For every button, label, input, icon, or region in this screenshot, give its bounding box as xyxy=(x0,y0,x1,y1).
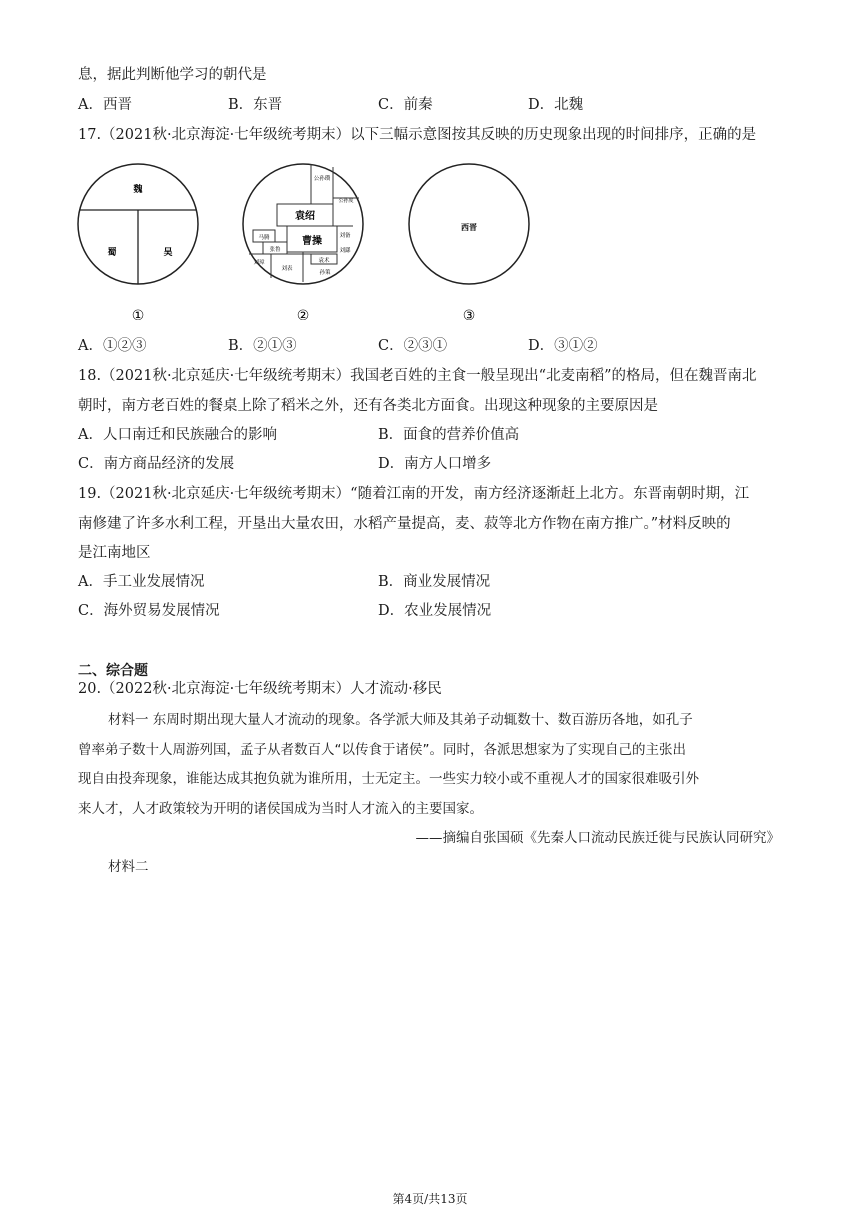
label-wu: 吴 xyxy=(163,248,173,258)
diagram-caption-1: ① xyxy=(131,308,145,320)
q17-option-b[interactable]: B．②①③ xyxy=(228,338,297,354)
q19-option-b[interactable]: B．商业发展情况 xyxy=(378,574,491,590)
q19-option-a[interactable]: A．手工业发展情况 xyxy=(78,574,205,590)
diagram-three-kingdoms xyxy=(76,160,200,320)
material1-line3: 现自由投奔现象，谁能达成其抱负就为谁所用，士无定主。一些实力较小或不重视人才的国家很难吸引外 xyxy=(78,771,699,787)
q18-option-d[interactable]: D．南方人口增多 xyxy=(378,456,492,472)
material2-label: 材料二 xyxy=(108,859,149,875)
diagram-warlords xyxy=(241,160,365,320)
q19-stem-line1: 19.（2021秋·北京延庆·七年级统考期末）“随着江南的开发，南方经济逐渐赶上北方。东晋南朝时期，江 xyxy=(78,486,750,502)
label-xijin: 西晋 xyxy=(461,223,477,232)
material1-line1: 材料一 东周时期出现大量人才流动的现象。各学派大师及其弟子动辄数十、数百游历各地，如孔子 xyxy=(108,712,693,728)
q17-option-d[interactable]: D．③①② xyxy=(528,338,598,354)
label-liubei: 刘备 xyxy=(339,233,351,239)
q19-stem-line2: 南修建了许多水利工程，开垦出大量农田，水稻产量提高，麦、菽等北方作物在南方推广。”材料反映的 xyxy=(78,516,731,532)
q16-stem-tail: 息，据此判断他学习的朝代是 xyxy=(78,67,267,83)
material1-source: ——摘编自张国硕《先秦人口流动民族迁徙与民族认同研究》 xyxy=(415,830,780,846)
q17-option-c[interactable]: C．②③① xyxy=(378,338,448,354)
diagram-western-jin xyxy=(407,160,531,320)
q18-option-b[interactable]: B．面食的营养价值高 xyxy=(378,427,520,443)
q18-stem-line1: 18.（2021秋·北京延庆·七年级统考期末）我国老百姓的主食一般呈现出“北麦南稻”的格局，但在魏晋南北 xyxy=(78,368,757,384)
material1-line2: 曾率弟子数十人周游列国，孟子从者数百人“以传食于诸侯”。同时，各派思想家为了实现自己的主张出 xyxy=(78,742,686,758)
section-heading: 二、综合题 xyxy=(78,663,148,679)
q19-stem-line3: 是江南地区 xyxy=(78,545,151,561)
label-liubiao: 刘表 xyxy=(281,266,293,272)
q17-stem: 17.（2021秋·北京海淀·七年级统考期末）以下三幅示意图按其反映的历史现象出现的时间排序，正确的是 xyxy=(78,127,757,143)
label-gongsundu: 公孙度 xyxy=(338,198,354,204)
label-gongsunzan: 公孙瓒 xyxy=(313,176,331,182)
q17-option-a[interactable]: A．①②③ xyxy=(78,338,147,354)
q18-option-c[interactable]: C．南方商品经济的发展 xyxy=(78,456,235,472)
page-number: 第4页/共13页 xyxy=(392,1192,468,1206)
label-sunce: 孙策 xyxy=(319,270,331,276)
label-shu: 蜀 xyxy=(107,248,117,258)
material1-line4: 来人才，人才政策较为开明的诸侯国成为当时人才流入的主要国家。 xyxy=(78,801,483,817)
q18-stem-line2: 朝时，南方老百姓的餐桌上除了稻米之外，还有各类北方面食。出现这种现象的主要原因是 xyxy=(78,398,658,414)
label-liuyao: 刘繇 xyxy=(339,248,351,254)
q16-option-a[interactable]: A．西晋 xyxy=(78,97,132,113)
label-mateng: 马腾 xyxy=(258,235,270,241)
q16-option-c[interactable]: C．前秦 xyxy=(378,97,433,113)
q18-option-a[interactable]: A．人口南迁和民族融合的影响 xyxy=(78,427,277,443)
q19-option-d[interactable]: D．农业发展情况 xyxy=(378,603,492,619)
q16-option-b[interactable]: B．东晋 xyxy=(228,97,283,113)
label-caocao: 曹操 xyxy=(302,236,322,247)
label-yuanshao: 袁绍 xyxy=(295,211,315,222)
diagram-caption-2: ② xyxy=(296,308,310,320)
diagram-caption-3: ③ xyxy=(462,308,476,320)
label-yuanshu: 袁术 xyxy=(318,258,330,264)
label-zhanglu: 张鲁 xyxy=(269,247,281,253)
label-liuzhang: 刘璋 xyxy=(253,260,265,266)
q20-stem: 20.（2022秋·北京海淀·七年级统考期末）人才流动·移民 xyxy=(78,681,442,697)
q19-option-c[interactable]: C．海外贸易发展情况 xyxy=(78,603,220,619)
q16-option-d[interactable]: D．北魏 xyxy=(528,97,584,113)
label-wei: 魏 xyxy=(133,185,143,195)
